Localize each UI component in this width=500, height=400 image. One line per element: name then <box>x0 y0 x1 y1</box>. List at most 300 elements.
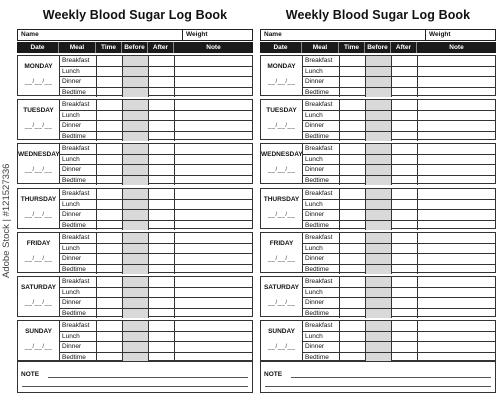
after-reading-cell[interactable] <box>149 221 175 231</box>
after-reading-cell[interactable] <box>149 277 175 287</box>
day-name: SUNDAY <box>25 328 52 335</box>
date-blank-field[interactable]: __/__/__ <box>267 123 296 129</box>
time-cell[interactable] <box>97 88 123 98</box>
after-reading-cell[interactable] <box>392 342 418 352</box>
note-cell[interactable] <box>175 67 252 77</box>
note-cell[interactable] <box>418 298 495 308</box>
before-reading-cell[interactable] <box>366 176 392 186</box>
after-reading-cell[interactable] <box>149 100 175 110</box>
column-header-after: After <box>148 42 174 53</box>
time-cell[interactable] <box>340 277 366 287</box>
time-cell[interactable] <box>97 332 123 342</box>
time-cell[interactable] <box>97 176 123 186</box>
meal-row <box>60 342 252 353</box>
note-cell[interactable] <box>175 56 252 66</box>
note-cell[interactable] <box>418 200 495 210</box>
time-cell[interactable] <box>340 288 366 298</box>
time-cell[interactable] <box>97 111 123 121</box>
note-cell[interactable] <box>175 132 252 142</box>
day-name: SUNDAY <box>268 328 295 335</box>
time-cell[interactable] <box>340 309 366 319</box>
after-reading-cell[interactable] <box>392 176 418 186</box>
note-cell[interactable] <box>418 189 495 199</box>
time-cell[interactable] <box>340 176 366 186</box>
after-reading-cell[interactable] <box>149 342 175 352</box>
after-reading-cell[interactable] <box>149 67 175 77</box>
note-box[interactable] <box>17 361 253 393</box>
note-cell[interactable] <box>418 165 495 175</box>
note-cell[interactable] <box>418 321 495 331</box>
after-reading-cell[interactable] <box>392 298 418 308</box>
before-reading-cell[interactable] <box>123 67 149 77</box>
before-reading-cell[interactable] <box>366 200 392 210</box>
before-reading-cell[interactable] <box>366 233 392 243</box>
meal-rows <box>60 233 252 272</box>
time-cell[interactable] <box>97 189 123 199</box>
after-reading-cell[interactable] <box>149 121 175 131</box>
time-cell[interactable] <box>97 298 123 308</box>
date-cell <box>261 277 303 316</box>
before-reading-cell[interactable] <box>366 298 392 308</box>
note-cell[interactable] <box>418 265 495 275</box>
table-header <box>260 42 496 53</box>
note-cell[interactable] <box>175 100 252 110</box>
after-reading-cell[interactable] <box>392 244 418 254</box>
meal-row <box>303 321 495 332</box>
time-cell[interactable] <box>97 100 123 110</box>
note-cell[interactable] <box>175 88 252 98</box>
after-reading-cell[interactable] <box>392 277 418 287</box>
day-name: SATURDAY <box>20 284 57 291</box>
meal-row <box>60 277 252 288</box>
meal-label: Lunch <box>303 200 340 210</box>
meal-row <box>60 200 252 211</box>
before-reading-cell[interactable] <box>366 56 392 66</box>
meal-row <box>303 298 495 309</box>
before-reading-cell[interactable] <box>123 277 149 287</box>
time-cell[interactable] <box>97 210 123 220</box>
note-cell[interactable] <box>175 254 252 264</box>
before-reading-cell[interactable] <box>123 298 149 308</box>
note-cell[interactable] <box>175 298 252 308</box>
before-reading-cell[interactable] <box>366 121 392 131</box>
before-reading-cell[interactable] <box>123 155 149 165</box>
meal-row <box>60 121 252 132</box>
meal-row <box>303 111 495 122</box>
time-cell[interactable] <box>340 121 366 131</box>
after-reading-cell[interactable] <box>392 144 418 154</box>
note-cell[interactable] <box>418 244 495 254</box>
time-cell[interactable] <box>340 332 366 342</box>
meal-label: Dinner <box>60 121 97 131</box>
before-reading-cell[interactable] <box>123 332 149 342</box>
note-cell[interactable] <box>175 233 252 243</box>
note-cell[interactable] <box>175 265 252 275</box>
before-reading-cell[interactable] <box>123 221 149 231</box>
date-blank-field[interactable]: __/__/__ <box>267 256 296 262</box>
meal-label: Dinner <box>303 77 340 87</box>
note-cell[interactable] <box>418 288 495 298</box>
time-cell[interactable] <box>97 321 123 331</box>
time-cell[interactable] <box>340 77 366 87</box>
day-block-friday <box>17 232 253 273</box>
before-reading-cell[interactable] <box>366 111 392 121</box>
after-reading-cell[interactable] <box>149 111 175 121</box>
before-reading-cell[interactable] <box>366 165 392 175</box>
day-block-thursday <box>17 188 253 229</box>
after-reading-cell[interactable] <box>392 56 418 66</box>
date-cell <box>18 100 60 139</box>
time-cell[interactable] <box>340 244 366 254</box>
time-cell[interactable] <box>97 244 123 254</box>
time-cell[interactable] <box>340 88 366 98</box>
time-cell[interactable] <box>97 67 123 77</box>
before-reading-cell[interactable] <box>123 244 149 254</box>
before-reading-cell[interactable] <box>366 342 392 352</box>
after-reading-cell[interactable] <box>149 265 175 275</box>
note-cell[interactable] <box>175 165 252 175</box>
before-reading-cell[interactable] <box>123 121 149 131</box>
after-reading-cell[interactable] <box>392 132 418 142</box>
before-reading-cell[interactable] <box>366 321 392 331</box>
time-cell[interactable] <box>97 132 123 142</box>
after-reading-cell[interactable] <box>392 121 418 131</box>
meal-row <box>303 277 495 288</box>
before-reading-cell[interactable] <box>123 88 149 98</box>
date-cell <box>18 189 60 228</box>
before-reading-cell[interactable] <box>123 288 149 298</box>
before-reading-cell[interactable] <box>366 144 392 154</box>
time-cell[interactable] <box>97 265 123 275</box>
before-reading-cell[interactable] <box>366 67 392 77</box>
time-cell[interactable] <box>340 321 366 331</box>
meal-row <box>303 176 495 186</box>
meal-label: Dinner <box>303 121 340 131</box>
meal-label: Breakfast <box>60 233 97 243</box>
note-cell[interactable] <box>418 144 495 154</box>
note-cell[interactable] <box>175 155 252 165</box>
time-cell[interactable] <box>340 100 366 110</box>
time-cell[interactable] <box>340 221 366 231</box>
log-page-left <box>17 0 253 396</box>
date-blank-field[interactable]: __/__/__ <box>267 300 296 306</box>
day-name: SATURDAY <box>263 284 300 291</box>
note-cell[interactable] <box>175 321 252 331</box>
time-cell[interactable] <box>340 265 366 275</box>
name-weight-bar <box>260 29 496 41</box>
time-cell[interactable] <box>340 132 366 142</box>
after-reading-cell[interactable] <box>149 155 175 165</box>
before-reading-cell[interactable] <box>123 189 149 199</box>
time-cell[interactable] <box>340 233 366 243</box>
before-reading-cell[interactable] <box>123 132 149 142</box>
before-reading-cell[interactable] <box>366 100 392 110</box>
after-reading-cell[interactable] <box>149 233 175 243</box>
meal-label: Bedtime <box>60 88 97 98</box>
note-cell[interactable] <box>175 342 252 352</box>
time-cell[interactable] <box>97 233 123 243</box>
before-reading-cell[interactable] <box>123 309 149 319</box>
before-reading-cell[interactable] <box>123 100 149 110</box>
before-reading-cell[interactable] <box>366 221 392 231</box>
before-reading-cell[interactable] <box>366 88 392 98</box>
date-cell <box>18 56 60 95</box>
meal-row <box>60 176 252 186</box>
before-reading-cell[interactable] <box>123 144 149 154</box>
after-reading-cell[interactable] <box>392 233 418 243</box>
time-cell[interactable] <box>97 144 123 154</box>
note-cell[interactable] <box>175 77 252 87</box>
date-blank-field[interactable]: __/__/__ <box>24 212 53 218</box>
day-block-saturday <box>17 276 253 317</box>
time-cell[interactable] <box>340 200 366 210</box>
after-reading-cell[interactable] <box>392 77 418 87</box>
note-cell[interactable] <box>418 332 495 342</box>
meal-label: Lunch <box>303 244 340 254</box>
before-reading-cell[interactable] <box>366 155 392 165</box>
note-cell[interactable] <box>418 67 495 77</box>
time-cell[interactable] <box>97 56 123 66</box>
before-reading-cell[interactable] <box>366 189 392 199</box>
after-reading-cell[interactable] <box>149 321 175 331</box>
meal-row <box>303 67 495 78</box>
before-reading-cell[interactable] <box>366 254 392 264</box>
before-reading-cell[interactable] <box>123 77 149 87</box>
after-reading-cell[interactable] <box>392 210 418 220</box>
time-cell[interactable] <box>97 288 123 298</box>
meal-label: Breakfast <box>303 144 340 154</box>
note-cell[interactable] <box>175 176 252 186</box>
before-reading-cell[interactable] <box>123 265 149 275</box>
before-reading-cell[interactable] <box>366 265 392 275</box>
date-cell <box>18 233 60 272</box>
note-cell[interactable] <box>418 176 495 186</box>
date-blank-field[interactable]: __/__/__ <box>24 344 53 350</box>
note-cell[interactable] <box>175 200 252 210</box>
meal-row <box>303 221 495 231</box>
after-reading-cell[interactable] <box>149 88 175 98</box>
time-cell[interactable] <box>340 189 366 199</box>
note-cell[interactable] <box>175 221 252 231</box>
after-reading-cell[interactable] <box>149 244 175 254</box>
before-reading-cell[interactable] <box>123 111 149 121</box>
note-cell[interactable] <box>418 210 495 220</box>
before-reading-cell[interactable] <box>366 210 392 220</box>
after-reading-cell[interactable] <box>392 165 418 175</box>
before-reading-cell[interactable] <box>123 233 149 243</box>
before-reading-cell[interactable] <box>366 244 392 254</box>
meal-label: Breakfast <box>303 233 340 243</box>
note-cell[interactable] <box>175 288 252 298</box>
time-cell[interactable] <box>97 254 123 264</box>
note-label: NOTE <box>21 371 40 378</box>
before-reading-cell[interactable] <box>366 277 392 287</box>
time-cell[interactable] <box>340 298 366 308</box>
meal-row <box>303 121 495 132</box>
meal-rows <box>303 100 495 139</box>
time-cell[interactable] <box>97 155 123 165</box>
time-cell[interactable] <box>97 165 123 175</box>
meal-label: Lunch <box>303 155 340 165</box>
time-cell[interactable] <box>97 221 123 231</box>
name-field[interactable]: Name <box>261 30 426 40</box>
name-field[interactable]: Name <box>18 30 183 40</box>
note-cell[interactable] <box>418 342 495 352</box>
before-reading-cell[interactable] <box>123 210 149 220</box>
before-reading-cell[interactable] <box>123 254 149 264</box>
date-blank-field[interactable]: __/__/__ <box>267 212 296 218</box>
after-reading-cell[interactable] <box>149 332 175 342</box>
meal-row <box>303 77 495 88</box>
before-reading-cell[interactable] <box>123 200 149 210</box>
time-cell[interactable] <box>340 67 366 77</box>
after-reading-cell[interactable] <box>149 200 175 210</box>
after-reading-cell[interactable] <box>392 265 418 275</box>
log-page-right <box>260 0 496 396</box>
meal-label: Bedtime <box>303 221 340 231</box>
after-reading-cell[interactable] <box>392 67 418 77</box>
note-cell[interactable] <box>175 309 252 319</box>
note-cell[interactable] <box>418 100 495 110</box>
after-reading-cell[interactable] <box>392 288 418 298</box>
note-cell[interactable] <box>175 244 252 254</box>
after-reading-cell[interactable] <box>392 100 418 110</box>
time-cell[interactable] <box>340 111 366 121</box>
note-cell[interactable] <box>418 132 495 142</box>
time-cell[interactable] <box>340 342 366 352</box>
note-cell[interactable] <box>418 254 495 264</box>
note-cell[interactable] <box>418 233 495 243</box>
before-reading-cell[interactable] <box>123 342 149 352</box>
date-blank-field[interactable]: __/__/__ <box>24 123 53 129</box>
note-cell[interactable] <box>175 189 252 199</box>
before-reading-cell[interactable] <box>123 165 149 175</box>
note-cell[interactable] <box>418 277 495 287</box>
meal-row <box>303 210 495 221</box>
after-reading-cell[interactable] <box>149 288 175 298</box>
note-cell[interactable] <box>418 309 495 319</box>
weight-field[interactable]: Weight <box>186 31 208 38</box>
after-reading-cell[interactable] <box>149 298 175 308</box>
meal-row <box>60 144 252 155</box>
note-cell[interactable] <box>418 221 495 231</box>
time-cell[interactable] <box>340 155 366 165</box>
before-reading-cell[interactable] <box>123 56 149 66</box>
before-reading-cell[interactable] <box>366 132 392 142</box>
after-reading-cell[interactable] <box>149 189 175 199</box>
after-reading-cell[interactable] <box>392 332 418 342</box>
note-box[interactable] <box>260 361 496 393</box>
note-cell[interactable] <box>175 332 252 342</box>
time-cell[interactable] <box>340 254 366 264</box>
meal-label: Lunch <box>60 67 97 77</box>
date-blank-field[interactable]: __/__/__ <box>267 79 296 85</box>
time-cell[interactable] <box>97 200 123 210</box>
date-blank-field[interactable]: __/__/__ <box>24 300 53 306</box>
meal-label: Bedtime <box>60 353 97 363</box>
meal-label: Dinner <box>60 77 97 87</box>
after-reading-cell[interactable] <box>149 77 175 87</box>
note-cell[interactable] <box>175 111 252 121</box>
time-cell[interactable] <box>340 56 366 66</box>
after-reading-cell[interactable] <box>392 254 418 264</box>
after-reading-cell[interactable] <box>392 321 418 331</box>
note-cell[interactable] <box>418 155 495 165</box>
note-cell[interactable] <box>418 111 495 121</box>
meal-rows <box>303 56 495 95</box>
after-reading-cell[interactable] <box>149 144 175 154</box>
note-cell[interactable] <box>418 77 495 87</box>
time-cell[interactable] <box>340 165 366 175</box>
date-blank-field[interactable]: __/__/__ <box>24 79 53 85</box>
meal-row <box>303 100 495 111</box>
after-reading-cell[interactable] <box>392 88 418 98</box>
before-reading-cell[interactable] <box>123 176 149 186</box>
meal-label: Dinner <box>60 342 97 352</box>
after-reading-cell[interactable] <box>149 132 175 142</box>
weight-field[interactable]: Weight <box>429 31 451 38</box>
column-header-before: Before <box>365 42 391 53</box>
meal-row <box>60 288 252 299</box>
before-reading-cell[interactable] <box>366 309 392 319</box>
time-cell[interactable] <box>97 342 123 352</box>
after-reading-cell[interactable] <box>392 189 418 199</box>
after-reading-cell[interactable] <box>392 221 418 231</box>
before-reading-cell[interactable] <box>123 321 149 331</box>
date-blank-field[interactable]: __/__/__ <box>267 344 296 350</box>
after-reading-cell[interactable] <box>149 165 175 175</box>
time-cell[interactable] <box>340 210 366 220</box>
after-reading-cell[interactable] <box>392 200 418 210</box>
note-cell[interactable] <box>418 56 495 66</box>
date-blank-field[interactable]: __/__/__ <box>24 167 53 173</box>
note-line <box>48 377 248 378</box>
note-cell[interactable] <box>175 121 252 131</box>
after-reading-cell[interactable] <box>392 309 418 319</box>
after-reading-cell[interactable] <box>392 111 418 121</box>
after-reading-cell[interactable] <box>392 155 418 165</box>
after-reading-cell[interactable] <box>149 56 175 66</box>
meal-label: Dinner <box>60 254 97 264</box>
before-reading-cell[interactable] <box>366 77 392 87</box>
note-cell[interactable] <box>175 144 252 154</box>
time-cell[interactable] <box>97 77 123 87</box>
date-blank-field[interactable]: __/__/__ <box>267 167 296 173</box>
time-cell[interactable] <box>97 309 123 319</box>
time-cell[interactable] <box>340 144 366 154</box>
after-reading-cell[interactable] <box>149 309 175 319</box>
note-cell[interactable] <box>175 277 252 287</box>
note-cell[interactable] <box>418 88 495 98</box>
time-cell[interactable] <box>97 121 123 131</box>
meal-label: Breakfast <box>303 189 340 199</box>
before-reading-cell[interactable] <box>366 288 392 298</box>
note-cell[interactable] <box>175 210 252 220</box>
after-reading-cell[interactable] <box>149 176 175 186</box>
meal-row <box>303 254 495 265</box>
after-reading-cell[interactable] <box>149 254 175 264</box>
note-cell[interactable] <box>418 121 495 131</box>
meal-label: Dinner <box>303 210 340 220</box>
before-reading-cell[interactable] <box>366 332 392 342</box>
meal-row <box>303 88 495 98</box>
meal-row <box>60 100 252 111</box>
meal-label: Breakfast <box>60 100 97 110</box>
after-reading-cell[interactable] <box>149 210 175 220</box>
date-blank-field[interactable]: __/__/__ <box>24 256 53 262</box>
meal-label: Breakfast <box>303 321 340 331</box>
time-cell[interactable] <box>97 277 123 287</box>
